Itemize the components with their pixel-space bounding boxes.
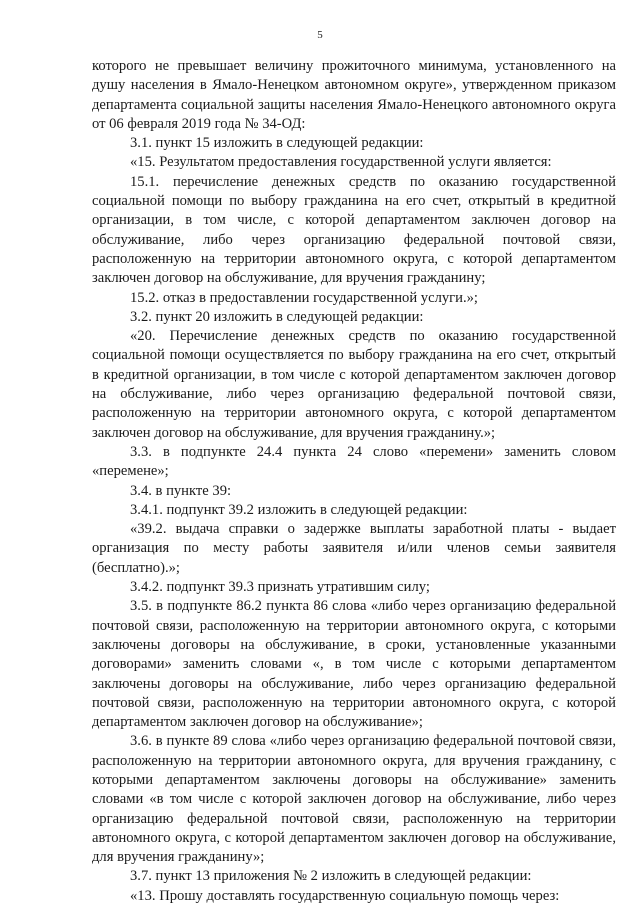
paragraph: 3.4.1. подпункт 39.2 изложить в следующей редакции:: [130, 501, 468, 518]
paragraph: «39.2. выдача справки о задержке выплаты заработной платы - выдает организация по месту работы заявителя и/или членов семьи заявителя (бесплатно).»;: [92, 521, 616, 576]
paragraph: 3.3. в подпункте 24.4 пункта 24 слово «перемени» заменить словом «перемене»;: [92, 443, 616, 480]
paragraph: 3.4.2. подпункт 39.3 признать утратившим силу;: [130, 579, 430, 596]
paragraph: 15.2. отказ в предоставлении государственной услуги.»;: [130, 289, 478, 306]
page-number: 5: [317, 29, 323, 41]
paragraph: 3.4. в пункте 39:: [130, 482, 232, 499]
paragraph: 15.1. перечисление денежных средств по оказанию государственной социальной помощи по выбору гражданина на его счет, открытый в кредитной организации, в том числе, с которой департаментом заключен договор на обслуживание, либо через организацию федеральной почтовой связи, расположенную на территории автономного округа, с которой департаментом заключен договор на обслуживание, для вручения гражданину;: [92, 173, 616, 287]
paragraph: 3.6. в пункте 89 слова «либо через организацию федеральной почтовой связи, расположенную на территории автономного округа, для вручения гражданину, с которыми департаментом заключены договоры на обслуживание» заменить словами «в том числе с которой заключен договор на обслуживание, либо через организацию федеральной почтовой связи, расположенную на территории автономного округа, с которой департаментом заключен договор на обслуживание, для вручения гражданину»;: [92, 733, 616, 866]
paragraph: которого не превышает величину прожиточного минимума, установленного на душу населения в Ямало-Ненецком автономном округе», утвержденном приказом департамента социальной защиты населения Ямало-Ненецкого автономного округа от 06 февраля 2019 года № 34-ОД:: [92, 58, 616, 132]
paragraph: «20. Перечисление денежных средств по оказанию государственной социальной помощи осуществляется по выбору гражданина на его счет, открытый в кредитной организации, в том числе с которой департаментом заключен договор на обслуживание, либо через организацию федеральной почтовой связи, расположенную на территории автономного округа, с которой департаментом заключен договор на обслуживание, для вручения гражданину.»;: [92, 328, 616, 441]
paragraph: 3.5. в подпункте 86.2 пункта 86 слова «либо через организацию федеральной почтовой связи, расположенную на территории автономного округа, с которыми заключены договоры на обслуживание, в сроки, установленные указанными договорами» заменить словами «, в том числе с которыми департаментом заключены договоры на обслуживание, либо через организацию федеральной почтовой связи, расположенную на территории автономного округа, с которой департаментом заключен договор на обслуживание»;: [92, 598, 616, 731]
paragraph: «15. Результатом предоставления государственной услуги является:: [130, 154, 552, 171]
paragraph: 3.2. пункт 20 изложить в следующей редакции:: [130, 308, 424, 325]
paragraph: 3.7. пункт 13 приложения № 2 изложить в следующей редакции:: [130, 868, 532, 885]
document-body: [92, 57, 616, 906]
paragraph: «13. Прошу доставлять государственную социальную помощь через:: [130, 887, 560, 904]
paragraph: 3.1. пункт 15 изложить в следующей редакции:: [130, 135, 424, 152]
